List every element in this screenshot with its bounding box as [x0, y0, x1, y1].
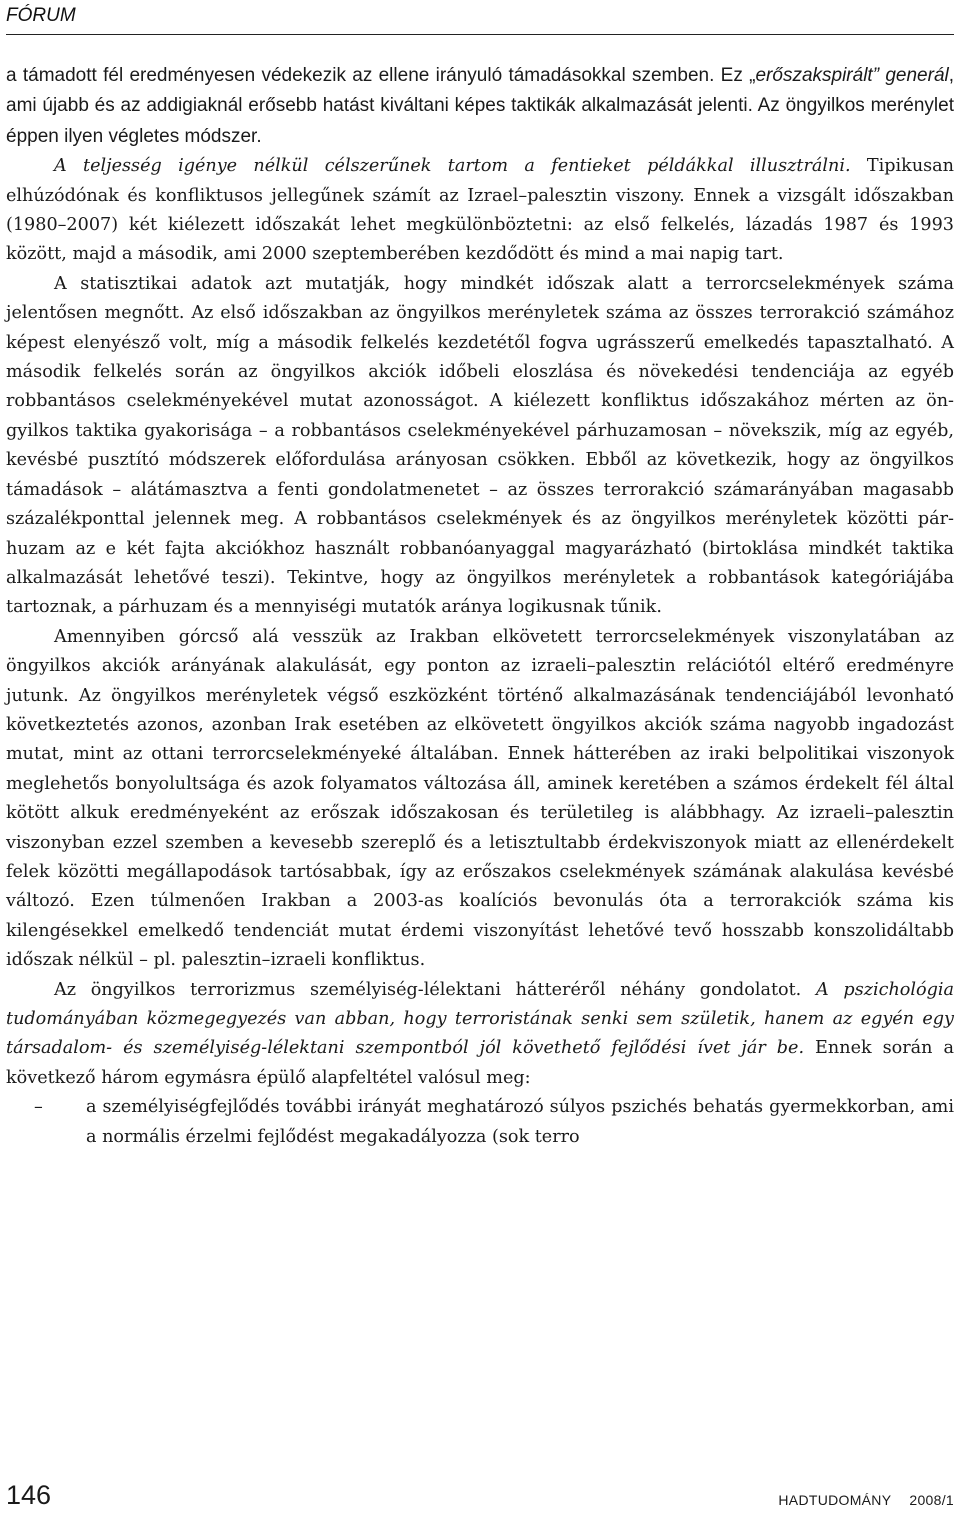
article-body [6, 61, 954, 1152]
paragraph-1-italic-f: A teljesség igénye nélkül célszerűnek tartom a fentieket példákkal illusztrálni. [54, 156, 851, 177]
paragraph-4 [6, 976, 954, 1094]
journal-title: HADTUDOMÁNY [778, 1492, 892, 1508]
paragraph-1-italic-b: erőszakspirált” [755, 65, 880, 86]
paragraph-3: Amennyiben górcső alá vesszük az Irakban elkövetett terrorcselekmények viszonylatában az öngyilkos akciók arányának alakulását, egy ponton az izraeli–palesztin relációtól eltérő eredményre jutunk. Az öngyilkos merényletek végső eszközként történő alkalmazásának tendenciájából levonható következtetés azonos, azonban Irak esetében az elkövetett öngyilkos akciók száma nagyobb ingadozást mutat, mint az ottani terrorcselekményeké általában. Ennek hátterében az iraki belpolitikai viszonyok meglehetős bonyolultsága és azok folyamatos változása áll, aminek keretében a számos érdekelt fél által kötött alkuk eredményeként az erőszak időszakosan és területileg is alábbhagy. Az izraeli–palesztin viszonyban ezzel szemben a kevesebb szereplő és a letisztultabb érdekviszonyok miatt az ellenérdekelt felek közötti megállapodások tartósabbak, így az erőszakos cselekmények számának alakulása kevésbé változó. Ezen túlmenően Irakban a 2003-as koalíciós bevonulás óta a terrorakciók száma kis kilengésekkel emelkedő tendenciát mutat érdemi viszonyítást lehetővé tevő hosszabb konszolidáltabb időszak nélkül – pl. palesztin–izraeli konfliktus. [6, 626, 954, 971]
paragraph-2: A statisztikai adatok azt mutatják, hogy mindkét időszak alatt a terrorcselekmények száma jelentősen megnőtt. Az első időszakban az öngyilkos merényletek száma az összes terrorakció számához képest elenyésző volt, míg a második felkelés kezdetétől fogva ugrásszerű emelkedés tapasztalható. A második felkelés során az öngyilkos akciók időbeli eloszlása és növekedési tendenciája az egyéb robbantásos cselekményekével mutat azonosságot. A kiélezett konfliktus időszakához mérten az öngyilkos taktika gyakorisága – a robbantásos cselekményekével párhuzamosan – növekszik, míg az egyéb, kevésbé pusztító módszerek előfordulása arányosan csökken. Ebből az következik, hogy az öngyilkos támadások – alátámasztva a fenti gondolatmenetet – az összes terrorakció számarányában magasabb százalékponttal jelennek meg. A robbantásos cselekmények és az öngyilkos merényletek közötti párhuzam az e két fajta akciókhoz használt robbanóanyaggal magyarázható (birtoklása mindkét taktika alkalmazását lehetővé teszi). Tekintve, hogy az öngyilkos merényletek a robbantások kategóriájába tartoznak, a párhuzam és a mennyiségi mutatók aránya logikusnak tűnik. [6, 273, 954, 618]
journal-issue: 2008/1 [909, 1492, 954, 1508]
page-number: 146 [6, 1480, 52, 1510]
list-item-text: a személyiségfejlődés további irányát meghatározó súlyos pszichés behatás gyermekkorban, ami a normális érzelmi fejlődést megakadályozza (sok terro [86, 1097, 954, 1147]
paragraph-4-text-c: Ennek során a következő három egymásra épülő alapfeltétel valósul meg: [6, 1038, 955, 1088]
journal-info [778, 1490, 954, 1510]
list-item [6, 1093, 954, 1152]
paragraph-1-text-g: Tipikusan elhúzódónak és konfliktusos jellegűnek számít az Izrael–palesztin viszony. Ennek a vizsgált időszakban (1980–2007) két kiélezett időszakát lehet megkülönböztetni: az első felkelés, lázadás 1987 és 1993 között, majd a második, ami 2000 szeptemberében kezdődött és mind a mai napig tart. [6, 156, 955, 265]
paragraph-1-text-e: , ami újabb és az addigiaknál erősebb hatást kiváltani képes taktikák alkalmazását jelenti. Az öngyilkos merénylet éppen ilyen végletes módszer. [6, 65, 955, 147]
page-footer [6, 1478, 954, 1514]
list-item-dash: – [34, 1097, 43, 1118]
section-label: FÓRUM [6, 5, 76, 26]
paragraph-4-italic-b: A pszichológia tudományában közmegegyezés van abban, hogy terroristának senki sem születik, hanem az egyén egy társadalom- és személyiség-lélektani szempontból jól követhető fejlődési ívet jár be. [6, 979, 954, 1059]
paragraph-1 [6, 61, 954, 270]
paragraph-1-italic-d: generál [885, 65, 949, 86]
page-header [6, 4, 954, 34]
paragraph-4-text-a: Az öngyilkos terrorizmus személyiség-lélektani hátteréről néhány gondolatot. [54, 979, 802, 1000]
paragraph-1-text-a: a támadott fél eredményesen védekezik az ellene irányuló támadásokkal szemben. Ez „ [6, 65, 756, 86]
header-rule [6, 34, 954, 35]
